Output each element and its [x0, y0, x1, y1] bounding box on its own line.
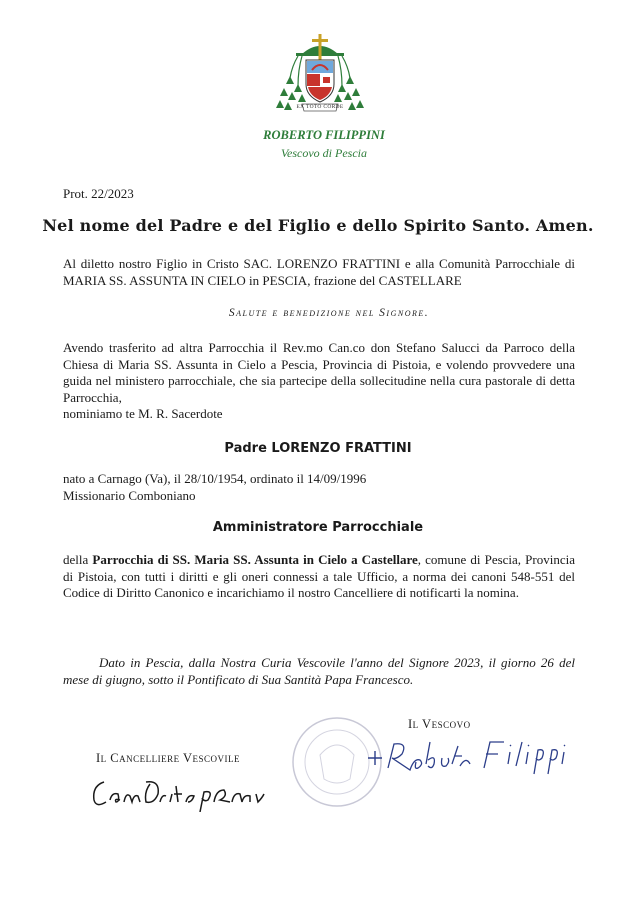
body-paragraph	[63, 340, 575, 423]
role-heading: Amministratore Parrocchiale	[212, 520, 424, 535]
body-paragraph-end: nominiamo te M. R. Sacerdote	[63, 406, 223, 421]
appointee-details	[63, 471, 575, 504]
appointee-order: Missionario Comboniano	[63, 487, 196, 503]
parish-paragraph	[63, 552, 575, 602]
cancelliere-label: Il Cancelliere Vescovile	[96, 751, 241, 765]
appointee-name: Padre LORENZO FRATTINI	[224, 441, 412, 456]
parish-prefix: della	[63, 552, 89, 567]
greeting-line: Salute e benedizione nel Signore.	[228, 307, 430, 319]
dated-paragraph: Dato in Pescia, dalla Nostra Curia Vescovile l'anno del Signore 2023, il giorno 26 del mese di giugno, sotto il Pontificato di Sua Santità Papa Francesco.	[63, 655, 575, 687]
bishop-signature	[362, 734, 572, 778]
chancellor-signature	[90, 772, 270, 812]
bishop-title: Vescovo di Pescia	[281, 146, 367, 160]
bishop-name: ROBERTO FILIPPINI	[263, 128, 385, 142]
parish-rest: , comune di Pescia, Provincia di Pistoia, con tutti i diritti e gli oneri connessi a tale Ufficio, a norma dei canoni 548-551 del Codice di Diritto Canonico e incarichiamo il nostro Cancelliere di notificarti la nomina.	[63, 552, 575, 600]
address-paragraph: Al diletto nostro Figlio in Cristo SAC. LORENZO FRATTINI e alla Comunità Parrocchiale di MARIA SS. ASSUNTA IN CIELO in PESCIA, frazione del CASTELLARE	[63, 256, 575, 288]
vescovo-label: Il Vescovo	[408, 717, 471, 731]
invocation-heading: Nel nome del Padre e del Figlio e dello Spirito Santo. Amen.	[42, 216, 594, 235]
motto-ribbon-text: EX TOTO CORDE	[296, 104, 344, 110]
body-paragraph-text: Avendo trasferito ad altra Parrocchia il Rev.mo Can.co don Stefano Salucci da Parroco della Chiesa di Maria SS. Assunta in Cielo a Pescia, Provincia di Pistoia, e volendo provvedere una guida nel ministero parrocchiale, che sia partecipe della sollecitudine nella cura pastorale di detta Parrocchia,	[63, 340, 575, 405]
parish-name: Parrocchia di SS. Maria SS. Assunta in Cielo a Castellare	[92, 552, 418, 567]
appointee-birth: nato a Carnago (Va), il 28/10/1954, ordinato il 14/09/1996	[63, 471, 367, 486]
protocol-number: Prot. 22/2023	[63, 186, 134, 201]
